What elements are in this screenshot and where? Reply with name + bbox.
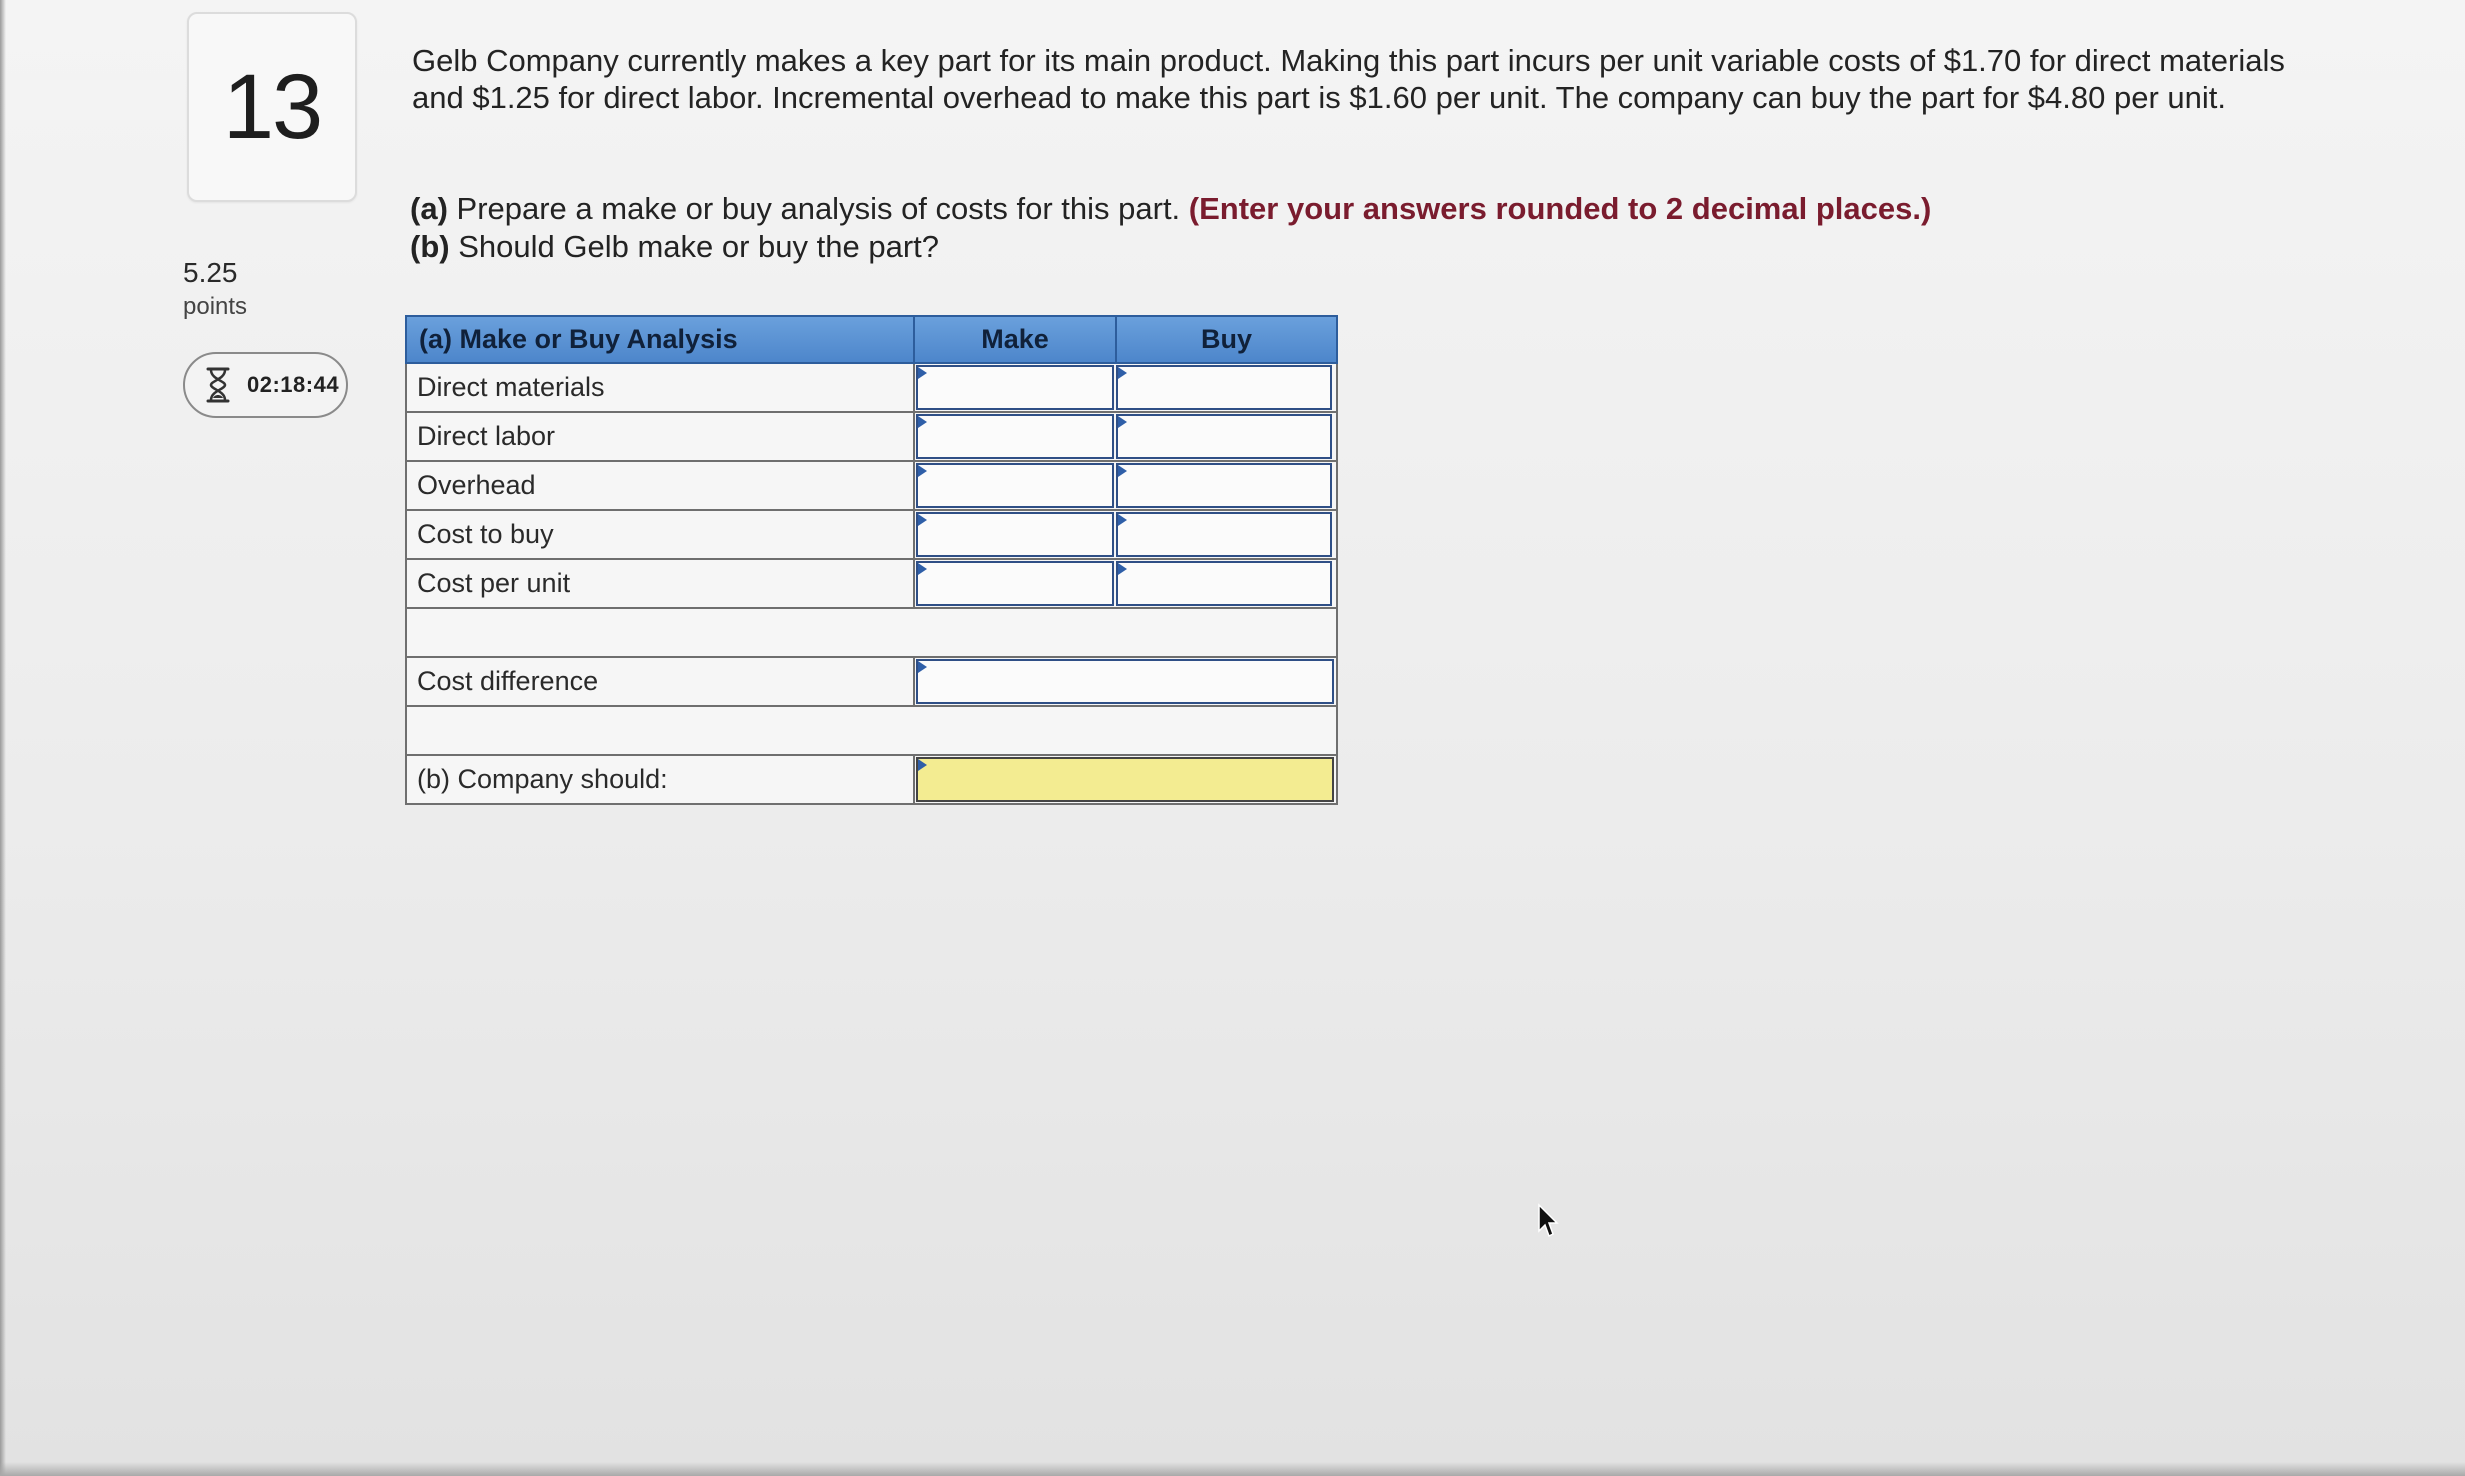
question-number-card (187, 12, 357, 202)
table-row (405, 560, 1338, 609)
cell-flag-icon (918, 367, 927, 379)
part-b-text: Should Gelb make or buy the part? (458, 229, 940, 264)
cell-flag-icon (1118, 563, 1127, 575)
make-or-buy-table (405, 315, 1338, 805)
table-row (405, 364, 1338, 413)
header-buy: Buy (1200, 324, 1252, 354)
question-parts (410, 190, 2110, 266)
company-should-cell[interactable] (916, 757, 1334, 802)
part-a-emphasis: (Enter your answers rounded to 2 decimal places.) (1188, 191, 1932, 226)
make-cell[interactable] (916, 414, 1114, 459)
row-label: Direct materials (407, 364, 915, 411)
timer-text: 02:18:44 (247, 372, 340, 397)
company-should-select[interactable] (918, 759, 1332, 800)
cell-flag-icon (1118, 514, 1127, 526)
cost-to-buy-buy-input[interactable] (1118, 514, 1330, 555)
row-label: Cost per unit (407, 560, 915, 607)
cost-to-buy-make-input[interactable] (918, 514, 1112, 555)
cell-flag-icon (1118, 416, 1127, 428)
mouse-cursor-icon (1537, 1203, 1559, 1239)
row-label: Cost difference (407, 658, 915, 705)
cell-flag-icon (918, 416, 927, 428)
part-a-tag: (a) (410, 191, 448, 226)
part-a (410, 190, 2110, 228)
cell-flag-icon (918, 759, 927, 771)
overhead-buy-input[interactable] (1118, 465, 1330, 506)
row-label: Overhead (407, 462, 915, 509)
make-cell[interactable] (916, 365, 1114, 410)
question-text: Gelb Company currently makes a key part for its main product. Making this part incurs per unit variable costs of $1.70 for direct materials and $1.25 for direct labor. Incremental overhead to make this part is $1.60 per unit. The company can buy the part for $4.80 per unit. (412, 43, 2285, 115)
make-cell[interactable] (916, 512, 1114, 557)
cost-difference-input[interactable] (918, 661, 1332, 702)
table-spacer (405, 707, 1338, 756)
question-number: 13 (222, 55, 322, 158)
direct-labor-make-input[interactable] (918, 416, 1112, 457)
part-b (410, 228, 2110, 266)
cost-difference-cell[interactable] (916, 659, 1334, 704)
buy-cell[interactable] (1116, 512, 1332, 557)
header-make: Make (915, 317, 1117, 362)
table-row (405, 756, 1338, 805)
table-row (405, 511, 1338, 560)
buy-cell[interactable] (1116, 561, 1332, 606)
direct-materials-make-input[interactable] (918, 367, 1112, 408)
overhead-make-input[interactable] (918, 465, 1112, 506)
cell-flag-icon (918, 465, 927, 477)
photo-edge-bottom (0, 1462, 2465, 1476)
direct-materials-buy-input[interactable] (1118, 367, 1330, 408)
cell-flag-icon (1118, 367, 1127, 379)
cell-flag-icon (918, 563, 927, 575)
points-label: points (183, 293, 248, 320)
hourglass-icon (205, 367, 231, 403)
buy-cell[interactable] (1116, 463, 1332, 508)
row-label: Direct labor (407, 413, 915, 460)
cell-flag-icon (918, 661, 927, 673)
row-label: (b) Company should: (407, 756, 915, 803)
part-a-text: Prepare a make or buy analysis of costs for this part. (456, 191, 1181, 226)
cell-flag-icon (1118, 465, 1127, 477)
points-value: 5.25 (183, 257, 238, 288)
table-row (405, 658, 1338, 707)
table-header (405, 315, 1338, 364)
buy-cell[interactable] (1116, 365, 1332, 410)
table-row (405, 413, 1338, 462)
cost-per-unit-buy-input[interactable] (1118, 563, 1330, 604)
header-analysis: (a) Make or Buy Analysis (407, 317, 915, 362)
make-cell[interactable] (916, 463, 1114, 508)
row-label: Cost to buy (407, 511, 915, 558)
buy-cell[interactable] (1116, 414, 1332, 459)
timer[interactable] (183, 352, 348, 418)
cost-per-unit-make-input[interactable] (918, 563, 1112, 604)
points-block (183, 255, 247, 323)
part-b-tag: (b) (410, 229, 450, 264)
cell-flag-icon (918, 514, 927, 526)
make-cell[interactable] (916, 561, 1114, 606)
photo-edge-left (0, 0, 6, 1476)
table-spacer (405, 609, 1338, 658)
table-row (405, 462, 1338, 511)
direct-labor-buy-input[interactable] (1118, 416, 1330, 457)
